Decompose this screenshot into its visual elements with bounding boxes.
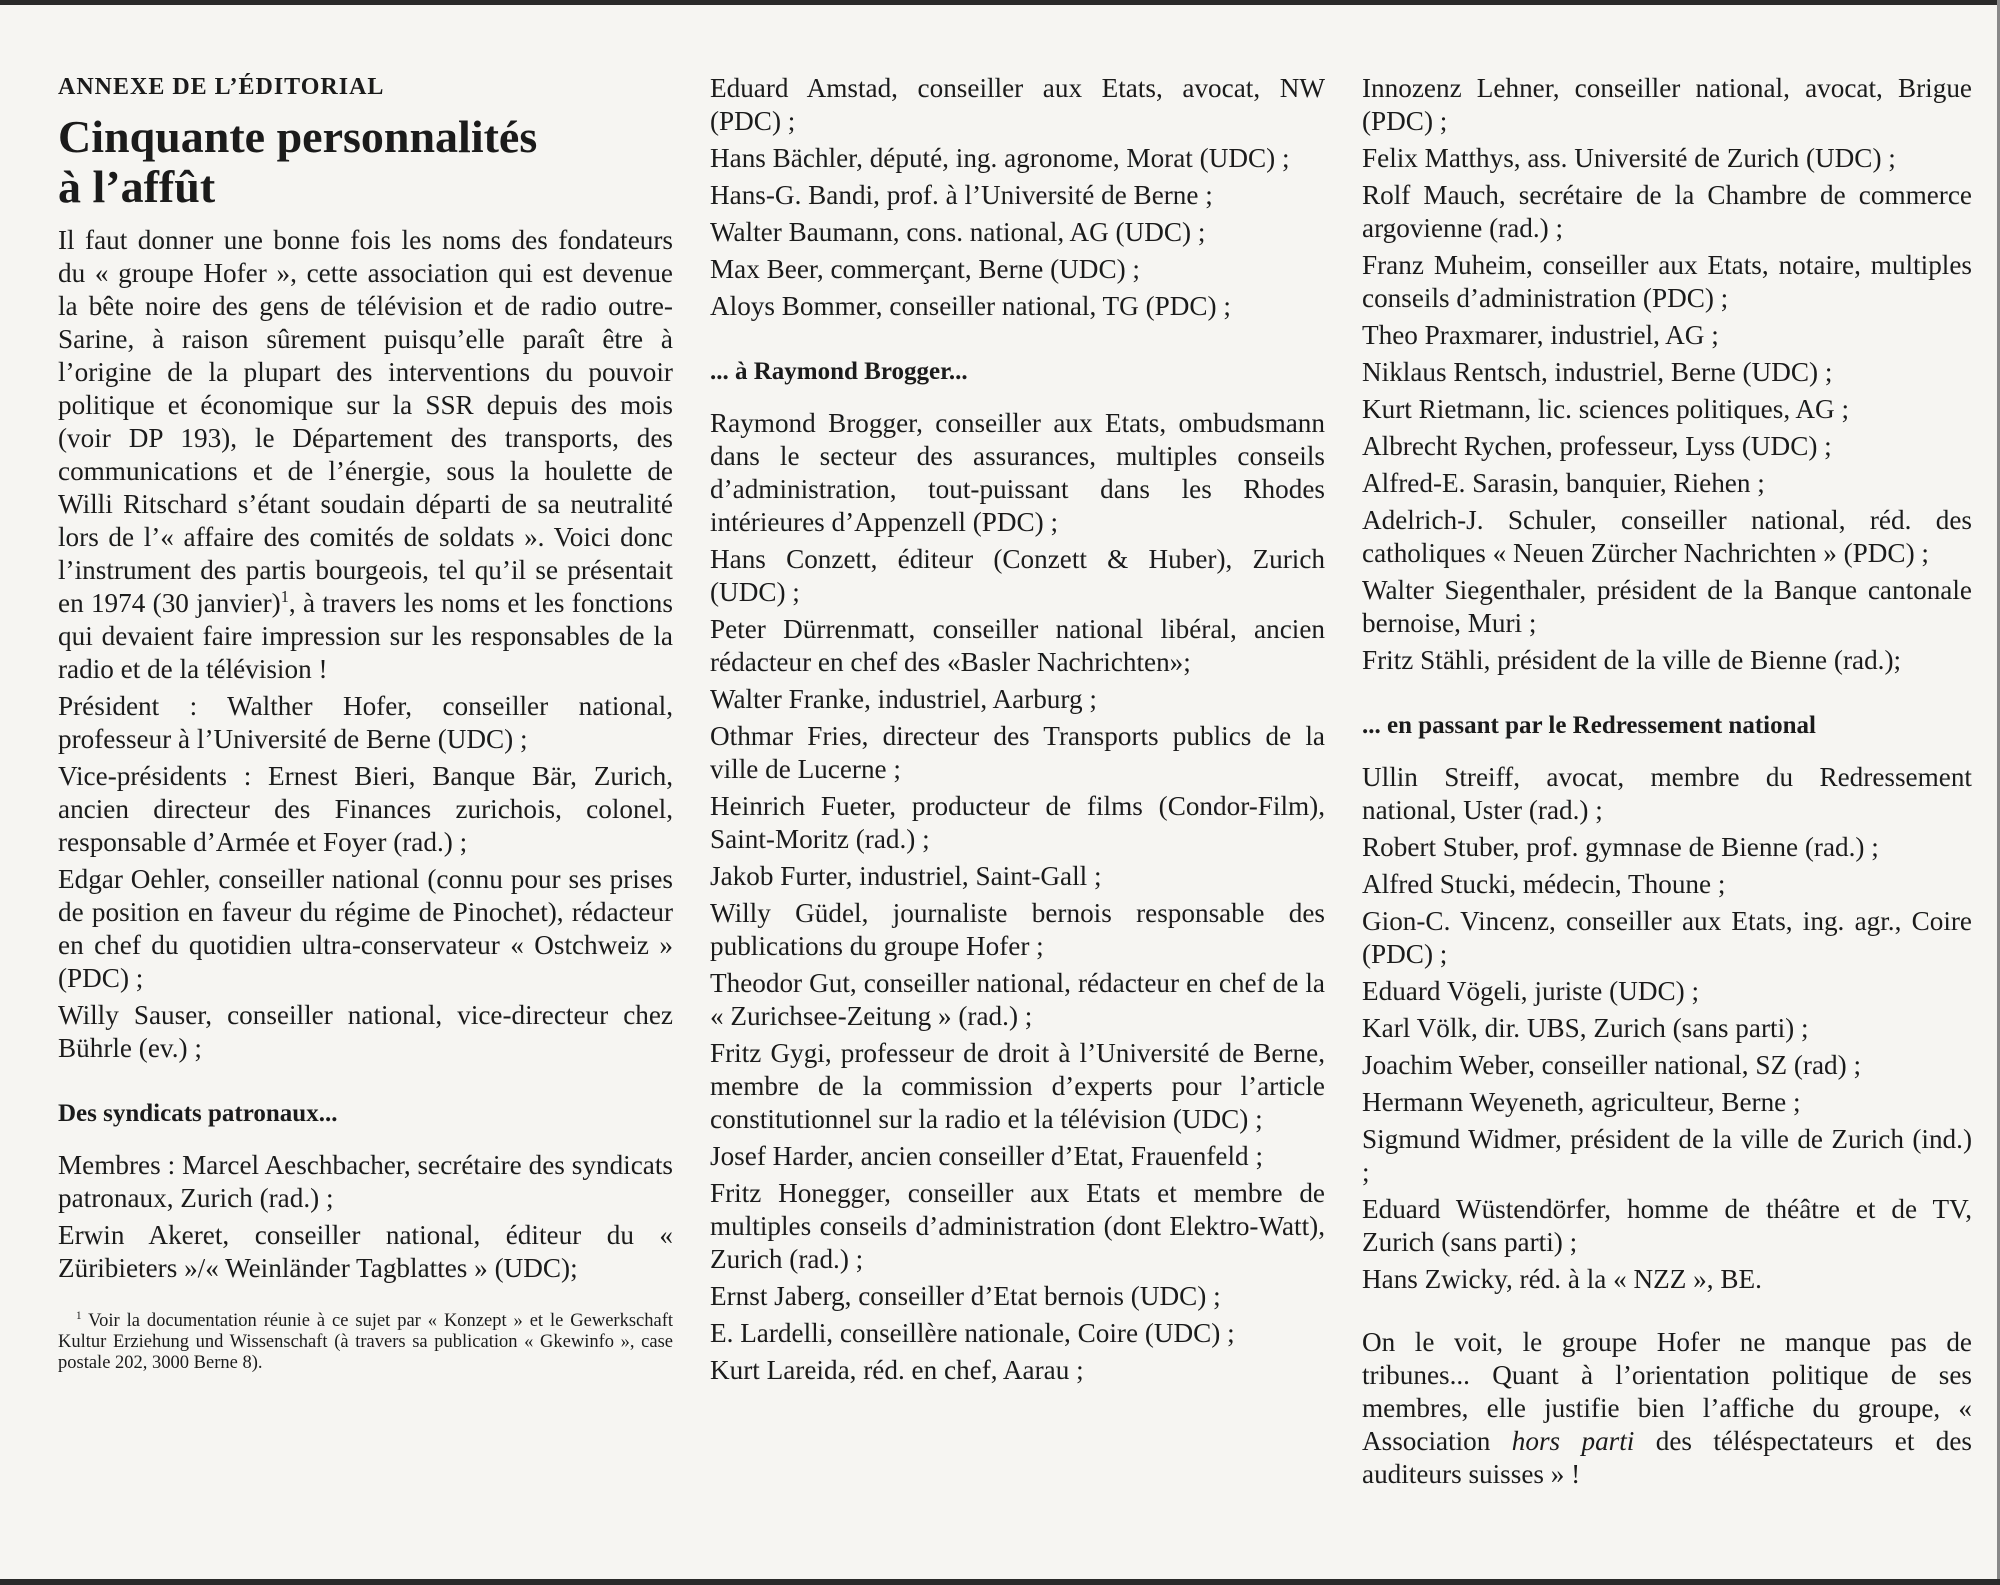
member-entry: Fritz Stähli, président de la ville de Bienne (rad.); [1362,645,1902,675]
member-entry: Vice-présidents : Ernest Bieri, Banque Bär, Zurich, ancien directeur des Finances zurichois, colonel, responsable d’Armée et Foyer (rad.) ; [58,761,673,857]
member-entry: Eduard Amstad, conseiller aux Etats, avocat, NW (PDC) ; [710,73,1325,136]
member-entry: Karl Völk, dir. UBS, Zurich (sans parti) ; [1362,1013,1809,1043]
member-entry: Max Beer, commerçant, Berne (UDC) ; [710,254,1140,284]
column-right [1362,72,1972,1495]
closing-emphasis: hors parti [1511,1426,1635,1456]
member-entry: Walter Siegenthaler, président de la Banque cantonale bernoise, Muri ; [1362,575,1972,638]
members-list-c [1362,72,1972,677]
column-left [58,72,673,1374]
footnote-text: Voir la documentation réunie à ce sujet par « Konzept » et le Gewerkschaft Kultur Erziehung und Wissenschaft (à travers sa publication « Gkewinfo », case postale 202, 3000 Berne 8). [58,1311,673,1373]
section-kicker: ANNEXE DE L’ÉDITORIAL [58,74,385,100]
member-entry: Theodor Gut, conseiller national, rédacteur en chef de la « Zurichsee-Zeitung » (rad.) ; [710,968,1325,1031]
intro-text: Il faut donner une bonne fois les noms des fondateurs du « groupe Hofer », cette association qui est devenue la bête noire des gens de télévision et de radio outre-Sarine, à raison sûrement puisqu’elle paraît être à l’origine de la plupart des interventions du pouvoir politique et économique sur la SSR depuis des mois (voir DP 193), le Département des transports, des communications et de l’énergie, sous la houlette de Willi Ritschard s’étant soudain départi de sa neutralité lors de l’« affaire des comités de soldats ». Voici donc l’instrument des partis bourgeois, tel qu’il se présentait en 1974 (30 janvier) [58,225,673,618]
title-line-2: à l’affût [58,161,216,212]
member-entry: Adelrich-J. Schuler, conseiller national, réd. des catholiques « Neuen Zürcher Nachrichten » (PDC) ; [1362,505,1972,568]
member-entry: Membres : Marcel Aeschbacher, secrétaire des syndicats patronaux, Zurich (rad.) ; [58,1150,673,1213]
member-entry: Erwin Akeret, conseiller national, éditeur du « Züribieters »/« Weinländer Tagblattes » (UDC); [58,1220,673,1283]
leadership-list [58,690,673,1065]
member-entry: Eduard Vögeli, juriste (UDC) ; [1362,976,1700,1006]
member-entry: Jakob Furter, industriel, Saint-Gall ; [710,861,1102,891]
member-entry: Willy Sauser, conseiller national, vice-directeur chez Bührle (ev.) ; [58,1000,673,1063]
member-entry: Albrecht Rychen, professeur, Lyss (UDC) ; [1362,431,1832,461]
member-entry: Walter Baumann, cons. national, AG (UDC) ; [710,217,1206,247]
member-entry: Fritz Gygi, professeur de droit à l’Université de Berne, membre de la commission d’experts pour l’article constitutionnel sur la radio et la télévision (UDC) ; [710,1038,1325,1134]
member-entry: Aloys Bommer, conseiller national, TG (PDC) ; [710,291,1231,321]
members-list [58,1149,673,1285]
column-middle [710,72,1325,1391]
scan-bottom-edge [0,1579,2000,1585]
member-entry: Ullin Streiff, avocat, membre du Redressement national, Uster (rad.) ; [1362,762,1972,825]
member-entry: Kurt Rietmann, lic. sciences politiques, AG ; [1362,394,1850,424]
member-entry: Theo Praxmarer, industriel, AG ; [1362,320,1719,350]
members-list-d [1362,761,1972,1296]
title-line-1: Cinquante personnalités [58,111,538,162]
member-entry: Sigmund Widmer, président de la ville de Zurich (ind.) ; [1362,1124,1972,1187]
member-entry: Alfred Stucki, médecin, Thoune ; [1362,869,1726,899]
closing-text: On le voit, le groupe Hofer ne manque pas de tribunes... Quant à l’orientation politique de ses membres, elle justifie bien l’affiche du groupe, « Association [1362,1327,1972,1456]
member-entry: Hans Zwicky, réd. à la « NZZ », BE. [1362,1264,1762,1294]
member-entry: Peter Dürrenmatt, conseiller national libéral, ancien rédacteur en chef des «Basler Nachrichten»; [710,614,1325,677]
member-entry: Josef Harder, ancien conseiller d’Etat, Frauenfeld ; [710,1141,1264,1171]
member-entry: Willy Güdel, journaliste bernois responsable des publications du groupe Hofer ; [710,898,1325,961]
member-entry: Edgar Oehler, conseiller national (connu pour ses prises de position en faveur du régime de Pinochet), rédacteur en chef du quotidien ultra-conservateur « Ostchweiz » (PDC) ; [58,864,673,993]
intro-paragraph [58,224,673,686]
member-entry: E. Lardelli, conseillère nationale, Coire (UDC) ; [710,1318,1235,1348]
member-entry: Walter Franke, industriel, Aarburg ; [710,684,1097,714]
member-entry: Hans Bächler, député, ing. agronome, Morat (UDC) ; [710,143,1290,173]
subhead-syndicats: Des syndicats patronaux... [58,1100,338,1127]
subhead-redressement: ... en passant par le Redressement national [1362,712,1816,739]
subhead-brogger: ... à Raymond Brogger... [710,358,968,385]
member-entry: Gion-C. Vincenz, conseiller aux Etats, ing. agr., Coire (PDC) ; [1362,906,1972,969]
member-entry: Hans Conzett, éditeur (Conzett & Huber), Zurich (UDC) ; [710,544,1325,607]
member-entry: Alfred-E. Sarasin, banquier, Riehen ; [1362,468,1765,498]
member-entry: Robert Stuber, prof. gymnase de Bienne (rad.) ; [1362,832,1879,862]
member-entry: Felix Matthys, ass. Université de Zurich (UDC) ; [1362,143,1896,173]
member-entry: Franz Muheim, conseiller aux Etats, notaire, multiples conseils d’administration (PDC) ; [1362,250,1972,313]
member-entry: Joachim Weber, conseiller national, SZ (rad) ; [1362,1050,1862,1080]
footnote-number: 1 [76,1309,82,1322]
member-entry: Othmar Fries, directeur des Transports publics de la ville de Lucerne ; [710,721,1325,784]
members-list-a [710,72,1325,323]
member-entry: Raymond Brogger, conseiller aux Etats, ombudsmann dans le secteur des assurances, multiples conseils d’administration, tout-puissant dans les Rhodes intérieures d’Appenzell (PDC) ; [710,408,1325,537]
footnote [58,1311,673,1374]
member-entry: Hermann Weyeneth, agriculteur, Berne ; [1362,1087,1801,1117]
article-title [58,112,673,212]
members-list-b [710,407,1325,1387]
member-entry: Innozenz Lehner, conseiller national, avocat, Brigue (PDC) ; [1362,73,1972,136]
member-entry: Niklaus Rentsch, industriel, Berne (UDC) ; [1362,357,1833,387]
member-entry: Fritz Honegger, conseiller aux Etats et membre de multiples conseils d’administration (dont Elektro-Watt), Zurich (rad.) ; [710,1178,1325,1274]
closing-text-end: des téléspectateurs et des auditeurs suisses » ! [1362,1426,1972,1489]
member-entry: Heinrich Fueter, producteur de films (Condor-Film), Saint-Moritz (rad.) ; [710,791,1325,854]
member-entry: Ernst Jaberg, conseiller d’Etat bernois (UDC) ; [710,1281,1221,1311]
member-entry: Eduard Wüstendörfer, homme de théâtre et de TV, Zurich (sans parti) ; [1362,1194,1972,1257]
member-entry: Hans-G. Bandi, prof. à l’Université de Berne ; [710,180,1213,210]
scan-top-edge [0,0,2000,5]
member-entry: Rolf Mauch, secrétaire de la Chambre de commerce argovienne (rad.) ; [1362,180,1972,243]
member-entry: Kurt Lareida, réd. en chef, Aarau ; [710,1355,1084,1385]
footnote-ref: 1 [280,586,289,606]
closing-paragraph [1362,1326,1972,1491]
member-entry: Président : Walther Hofer, conseiller national, professeur à l’Université de Berne (UDC) ; [58,691,673,754]
intro-text-end: , à travers les noms et les fonctions qui devaient faire impression sur les responsables de la radio et de la télévision ! [58,588,673,684]
